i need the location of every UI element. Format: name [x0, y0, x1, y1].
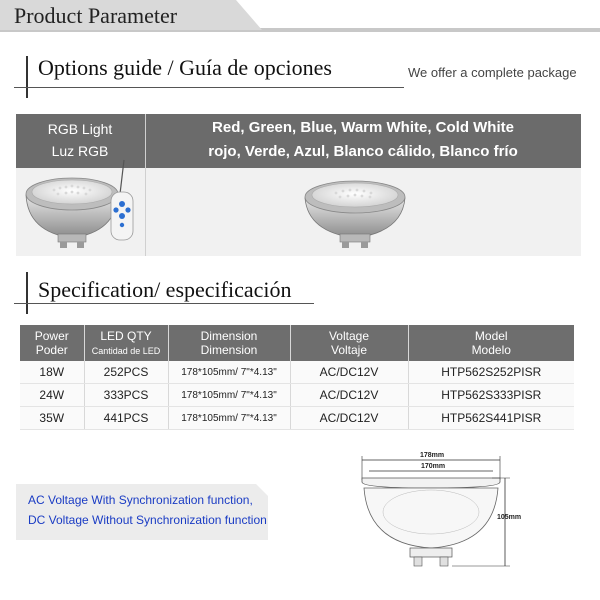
led-qty-cell: 333PCS: [84, 384, 168, 407]
note-ac-voltage: AC Voltage With Synchronization function,: [28, 493, 253, 507]
header-power: Power Poder: [20, 325, 84, 361]
dimension-cell: 178*105mm/ 7"*4.13": [168, 407, 290, 430]
options-section-title: Options guide / Guía de opciones: [38, 55, 332, 80]
spec-section-title: Specification/ especificación: [38, 277, 292, 302]
led-qty-cell: 252PCS: [84, 361, 168, 384]
voltage-cell: AC/DC12V: [290, 407, 408, 430]
table-row: [20, 384, 574, 407]
inner-width-label: 170mm: [421, 463, 446, 470]
power-cell: 24W: [20, 384, 84, 407]
dimension-cell: 178*105mm/ 7"*4.13": [168, 384, 290, 407]
header-voltage: Voltage Voltaje: [290, 325, 408, 361]
model-cell: HTP562S252PISR: [408, 361, 574, 384]
outer-width-label: 178mm: [420, 452, 445, 459]
section-underline: [14, 87, 404, 88]
section-corner-mark: [26, 56, 28, 98]
led-qty-cell: 441PCS: [84, 407, 168, 430]
model-cell: HTP562S441PISR: [408, 407, 574, 430]
luz-rgb-label: Luz RGB: [51, 143, 109, 159]
color-options-en: Red, Green, Blue, Warm White, Cold White: [212, 119, 514, 136]
rgb-light-label: RGB Light: [47, 121, 113, 137]
power-cell: 35W: [20, 407, 84, 430]
page-title: Product Parameter: [14, 3, 178, 28]
tagline: We offer a complete package: [408, 65, 577, 80]
power-cell: 18W: [20, 361, 84, 384]
table-row: [20, 361, 574, 384]
note-dc-voltage: DC Voltage Without Synchronization function: [28, 513, 267, 527]
lamp-with-remote-image: [20, 150, 144, 252]
header-led-qty: LED QTY Cantidad de LED: [84, 325, 168, 361]
section-corner-mark: [26, 272, 28, 314]
dimension-cell: 178*105mm/ 7"*4.13": [168, 361, 290, 384]
header-dimension: Dimension Dimension: [168, 325, 290, 361]
voltage-cell: AC/DC12V: [290, 384, 408, 407]
color-options-es: rojo, Verde, Azul, Blanco cálido, Blanco frío: [208, 143, 518, 160]
voltage-cell: AC/DC12V: [290, 361, 408, 384]
section-underline: [14, 303, 314, 304]
table-row: [20, 407, 574, 430]
height-label: 105mm: [497, 514, 522, 521]
header-model: Model Modelo: [408, 325, 574, 361]
spec-table-header: [20, 325, 574, 361]
spec-table: [20, 325, 574, 430]
lamp-image: [300, 170, 410, 252]
model-cell: HTP562S333PISR: [408, 384, 574, 407]
